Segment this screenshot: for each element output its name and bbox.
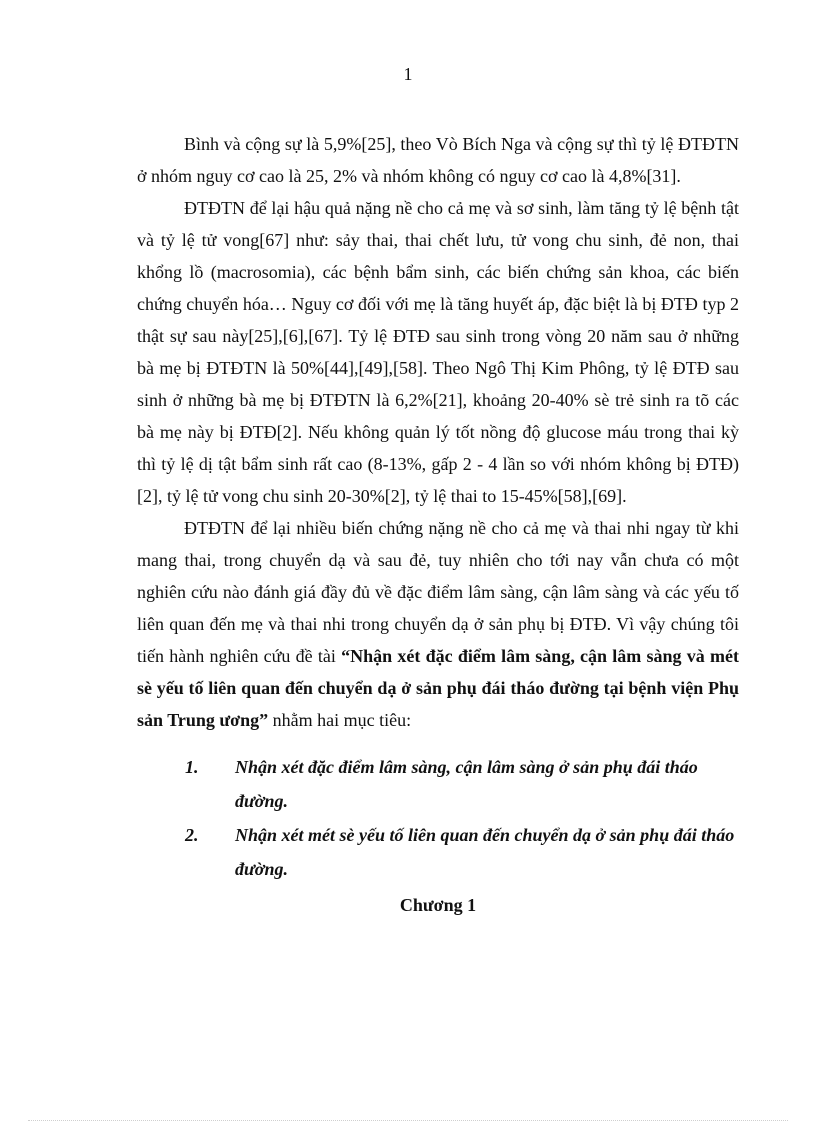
chapter-heading: Chương 1	[399, 895, 477, 915]
objective-text: Nhận xét mét sè yếu tố liên quan đến chuyển dạ ở sản phụ đái tháo đường.	[235, 825, 735, 879]
objective-number: 2.	[185, 825, 199, 845]
objective-number: 1.	[185, 757, 199, 777]
objective-item	[137, 750, 739, 818]
page-number: 1	[403, 64, 413, 84]
paragraph-2: ĐTĐTN để lại hậu quả nặng nề cho cả mẹ và sơ sinh, làm tăng tỷ lệ bệnh tật và tỷ lệ tử vong[67] như: sảy thai, thai chết lưu, tử vong chu sinh, đẻ non, thai khổng lồ (macrosomia), các bệnh bẩm sinh, các biến chứng sản khoa, các biến chứng chuyển hóa… Nguy cơ đối với mẹ là tăng huyết áp, đặc biệt là bị ĐTĐ typ 2 thật sự sau này[25],[6],[67]. Tỷ lệ ĐTĐ sau sinh trong vòng 20 năm sau ở những bà mẹ bị ĐTĐTN là 50%[44],[49],[58]. Theo Ngô Thị Kim Phông, tỷ lệ ĐTĐ sau sinh ở những bà mẹ bị ĐTĐTN là 6,2%[21], khoảng 20-40% sè trẻ sinh ra tõ các bà mẹ này bị ĐTĐ[2]. Nếu không quản lý tốt nồng độ glucose máu trong thai kỳ thì tỷ lệ dị tật bẩm sinh rất cao (8-13%, gấp 2 - 4 lần so với nhóm không bị ĐTĐ)[2], tỷ lệ tử vong chu sinh 20-30%[2], tỷ lệ thai to 15-45%[58],[69].	[137, 198, 739, 506]
paragraph-3-intro: ĐTĐTN để lại nhiều biến chứng nặng nề cho cả mẹ và thai nhi ngay từ khi mang thai, trong chuyển dạ và sau đẻ, tuy nhiên cho tới nay vẫn chưa có một nghiên cứu nào đánh giá đầy đủ về đặc điểm lâm sàng, cận lâm sàng và các yếu tố liên quan đến mẹ và thai nhi trong chuyển dạ ở sản phụ bị ĐTĐ. Vì vậy chúng tôi tiến hành nghiên cứu đề tài	[137, 518, 739, 666]
paragraph-1: Bình và cộng sự là 5,9%[25], theo Vò Bích Nga và cộng sự thì tỷ lệ ĐTĐTN ở nhóm nguy cơ cao là 25, 2% và nhóm không có nguy cơ cao là 4,8%[31].	[137, 134, 739, 186]
thesis-title: “Nhận xét đặc điểm lâm sàng, cận lâm sàng và mét sè yếu tố liên quan đến chuyển dạ ở sản phụ đái tháo đường tại bệnh viện Phụ sản Trung ương”	[137, 646, 739, 730]
paragraph-3	[137, 512, 739, 736]
document-body	[137, 128, 739, 922]
paragraph-3-end: nhằm hai mục tiêu:	[268, 710, 412, 730]
objectives-list	[137, 750, 739, 886]
page-bottom-divider	[28, 1120, 788, 1121]
objective-text: Nhận xét đặc điểm lâm sàng, cận lâm sàng ở sản phụ đái tháo đường.	[235, 757, 698, 811]
objective-item	[137, 818, 739, 886]
